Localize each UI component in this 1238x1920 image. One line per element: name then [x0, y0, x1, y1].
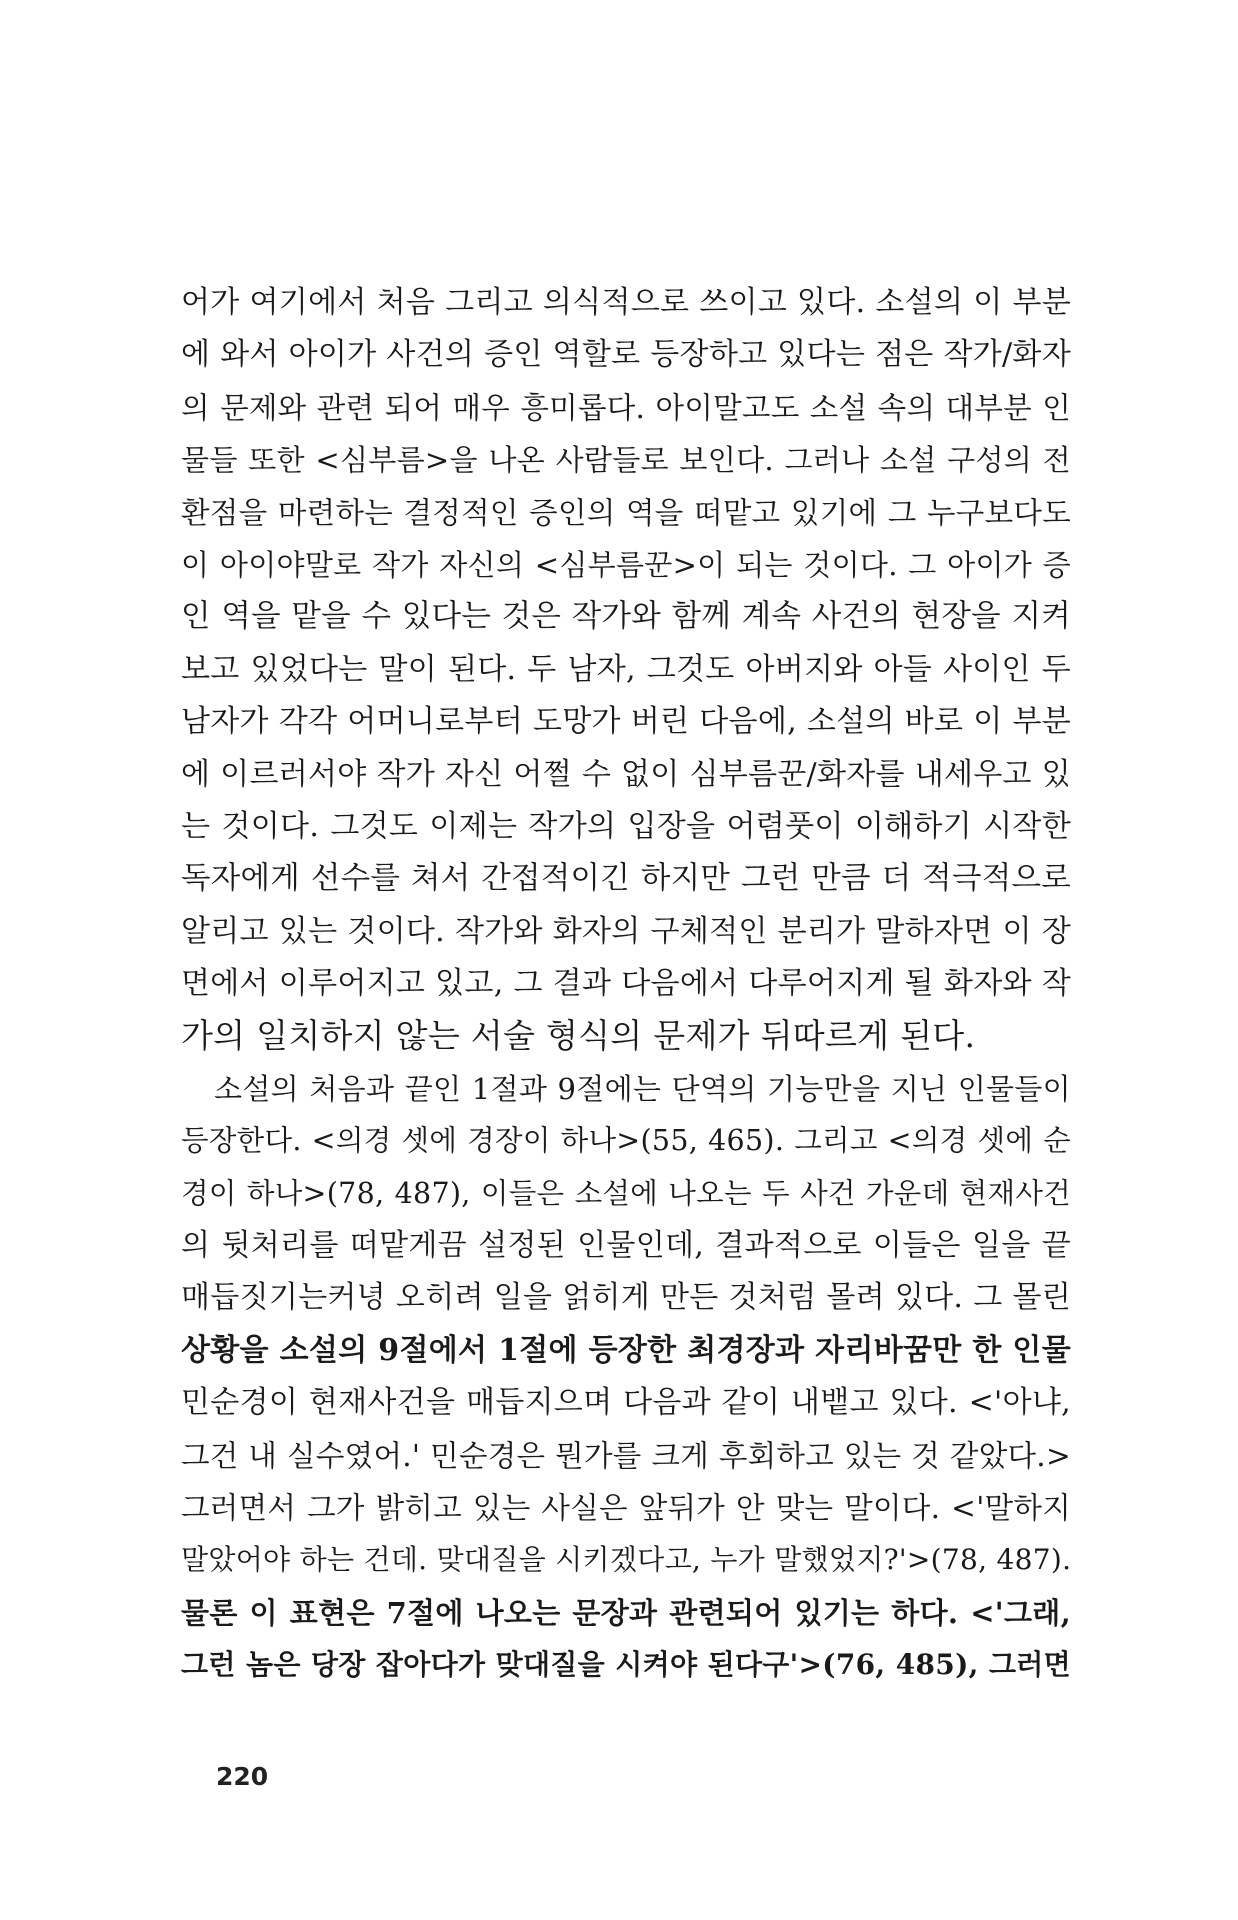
text-line: 환점을 마련하는 결정적인 증인의 역을 떠맡고 있기에 그 누구보다도 — [181, 495, 1071, 530]
text-line: 독자에게 선수를 쳐서 간접적이긴 하지만 그런 만큼 더 적극적으로 — [181, 861, 1071, 897]
text-line: 에 와서 아이가 사건의 증인 역할로 등장하고 있다는 점은 작가/화자 — [181, 337, 1071, 373]
text-line: 물들 또한 <심부름>을 나온 사람들로 보인다. 그러나 소설 구성의 전 — [181, 443, 1071, 478]
body-text — [181, 277, 1071, 1692]
text-line: 민순경이 현재사건을 매듭지으며 다음과 같이 내뱉고 있다. <'아냐, — [181, 1385, 1071, 1421]
text-line: 소설의 처음과 끝인 1절과 9절에는 단역의 기능만을 지닌 인물들이 — [214, 1071, 1071, 1106]
text-line: 알리고 있는 것이다. 작가와 화자의 구체적인 분리가 말하자면 이 장 — [181, 913, 1071, 949]
text-line: 어가 여기에서 처음 그리고 의식적으로 쓰이고 있다. 소설의 이 부분 — [181, 285, 1071, 320]
page-number: 220 — [216, 1762, 269, 1791]
text-line: 에 이르러서야 작가 자신 어쩔 수 없이 심부름꾼/화자를 내세우고 있 — [181, 756, 1071, 792]
text-line: 경이 하나>(78, 487), 이들은 소설에 나오는 두 사건 가운데 현재사건 — [181, 1176, 1071, 1210]
text-line: 그러면서 그가 밝히고 있는 사실은 앞뒤가 안 맞는 말이다. <'말하지 — [181, 1490, 1071, 1525]
text-line: 인 역을 맡을 수 있다는 것은 작가와 함께 계속 사건의 현장을 지켜 — [181, 599, 1071, 635]
text-line: 등장한다. <의경 셋에 경장이 하나>(55, 465). 그리고 <의경 셋에 순 — [181, 1124, 1071, 1158]
text-line: 면에서 이루어지고 있고, 그 결과 다음에서 다루어지게 될 화자와 작 — [181, 966, 1071, 1002]
text-line: 의 뒷처리를 떠맡게끔 설정된 인물인데, 결과적으로 이들은 일을 끝 — [181, 1228, 1071, 1264]
text-line: 물론 이 표현은 7절에 나오는 문장과 관련되어 있기는 하다. <'그래, — [181, 1595, 1071, 1630]
text-line: 의 문제와 관련 되어 매우 흥미롭다. 아이말고도 소설 속의 대부분 인 — [181, 390, 1071, 425]
text-line: 남자가 각각 어머니로부터 도망가 버린 다음에, 소설의 바로 이 부분 — [181, 704, 1071, 740]
text-line: 가의 일치하지 않는 서술 형식의 문제가 뒤따르게 된다. — [181, 1016, 976, 1056]
text-line: 상황을 소설의 9절에서 1절에 등장한 최경장과 자리바꿈만 한 인물 — [181, 1332, 1071, 1368]
text-line: 매듭짓기는커녕 오히려 일을 얽히게 만든 것처럼 몰려 있다. 그 몰린 — [181, 1280, 1071, 1316]
text-line: 는 것이다. 그것도 이제는 작가의 입장을 어렴풋이 이해하기 시작한 — [181, 808, 1071, 844]
text-line: 그런 놈은 당장 잡아다가 맞대질을 시켜야 된다구'>(76, 485), 그러면 — [181, 1648, 1071, 1682]
text-line: 보고 있었다는 말이 된다. 두 남자, 그것도 아버지와 아들 사이인 두 — [181, 651, 1071, 687]
text-line: 말았어야 하는 건데. 맞대질을 시키겠다고, 누가 말했었지?'>(78, 487). — [181, 1543, 1071, 1577]
text-line: 이 아이야말로 작가 자신의 <심부름꾼>이 되는 것이다. 그 아이가 증 — [181, 547, 1071, 582]
text-line: 그건 내 실수였어.' 민순경은 뭔가를 크게 후회하고 있는 것 같았다.> — [181, 1438, 1071, 1473]
